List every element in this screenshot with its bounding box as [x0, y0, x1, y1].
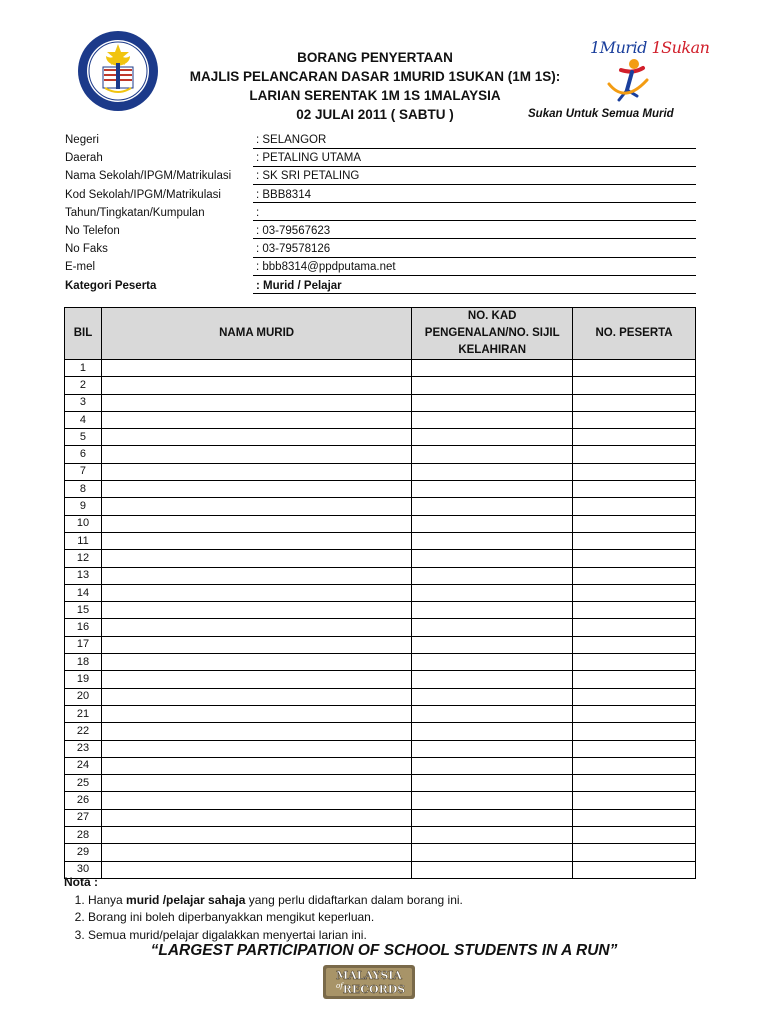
nama-murid-cell[interactable]: [101, 688, 411, 705]
no-peserta-cell[interactable]: [573, 360, 696, 377]
row-number: 21: [65, 705, 102, 722]
row-number: 7: [65, 463, 102, 480]
row-number: 27: [65, 809, 102, 826]
no-kad-cell[interactable]: [412, 532, 573, 549]
nama-murid-cell[interactable]: [101, 429, 411, 446]
no-peserta-cell[interactable]: [573, 827, 696, 844]
info-label: Negeri: [65, 134, 99, 146]
no-peserta-cell[interactable]: [573, 584, 696, 601]
row-number: 24: [65, 757, 102, 774]
no-peserta-cell[interactable]: [573, 775, 696, 792]
row-number: 19: [65, 671, 102, 688]
nama-murid-cell[interactable]: [101, 827, 411, 844]
row-number: 22: [65, 723, 102, 740]
nama-murid-cell[interactable]: [101, 532, 411, 549]
table-row: [65, 550, 696, 567]
info-label: E-mel: [65, 261, 96, 274]
nama-murid-cell[interactable]: [101, 775, 411, 792]
no-peserta-cell[interactable]: [573, 429, 696, 446]
no-kad-cell[interactable]: [412, 394, 573, 411]
nama-murid-cell[interactable]: [101, 481, 411, 498]
runner-mascot-icon: [585, 34, 680, 114]
kementerian-crest-logo: [77, 30, 159, 112]
title-line-1: BORANG PENYERTAAN: [297, 50, 453, 65]
no-kad-cell[interactable]: [412, 740, 573, 757]
row-number: 20: [65, 688, 102, 705]
info-value-field[interactable]: : Murid / Pelajar: [253, 277, 696, 295]
no-peserta-cell[interactable]: [573, 654, 696, 671]
table-row: [65, 394, 696, 411]
nama-murid-cell[interactable]: [101, 515, 411, 532]
info-row: [64, 204, 696, 222]
no-kad-cell[interactable]: [412, 602, 573, 619]
no-peserta-cell[interactable]: [573, 757, 696, 774]
malaysia-records-logo: [322, 964, 416, 1000]
info-row: [64, 240, 696, 258]
no-kad-cell[interactable]: [412, 429, 573, 446]
col-header-no-peserta: NO. PESERTA: [573, 308, 696, 360]
row-number: 10: [65, 515, 102, 532]
table-row: [65, 723, 696, 740]
info-label: No Faks: [65, 243, 108, 256]
no-peserta-cell[interactable]: [573, 463, 696, 480]
nama-murid-cell[interactable]: [101, 671, 411, 688]
info-row: [64, 277, 696, 295]
nama-murid-cell[interactable]: [101, 446, 411, 463]
row-number: 16: [65, 619, 102, 636]
no-peserta-cell[interactable]: [573, 550, 696, 567]
table-header-row: [65, 308, 696, 360]
note-item: 3. Semua murid/pelajar digalakkan menyertai larian ini.: [88, 927, 463, 945]
no-peserta-cell[interactable]: [573, 481, 696, 498]
no-peserta-cell[interactable]: [573, 567, 696, 584]
col-header-no-kad: NO. KAD PENGENALAN/NO. SIJIL KELAHIRAN: [412, 308, 573, 360]
notes-heading: Nota :: [64, 875, 98, 889]
notes-section: [64, 874, 463, 944]
nama-murid-cell[interactable]: [101, 844, 411, 861]
table-row: [65, 688, 696, 705]
no-peserta-cell[interactable]: [573, 602, 696, 619]
table-row: [65, 446, 696, 463]
nama-murid-cell[interactable]: [101, 740, 411, 757]
no-peserta-cell[interactable]: [573, 844, 696, 861]
info-value-field[interactable]: : BBB8314: [253, 186, 696, 204]
slogan: Sukan Untuk Semua Murid: [528, 108, 674, 120]
table-row: [65, 792, 696, 809]
info-row: [64, 258, 696, 276]
no-peserta-cell[interactable]: [573, 792, 696, 809]
row-number: 15: [65, 602, 102, 619]
table-row: [65, 775, 696, 792]
row-number: 3: [65, 394, 102, 411]
nama-murid-cell[interactable]: [101, 567, 411, 584]
table-row: [65, 584, 696, 601]
table-row: [65, 844, 696, 861]
no-kad-cell[interactable]: [412, 411, 573, 428]
table-row: [65, 360, 696, 377]
table-row: [65, 463, 696, 480]
nama-murid-cell[interactable]: [101, 550, 411, 567]
no-peserta-cell[interactable]: [573, 671, 696, 688]
svg-text:RECORDS: RECORDS: [342, 983, 406, 996]
no-peserta-cell[interactable]: [573, 619, 696, 636]
row-number: 23: [65, 740, 102, 757]
row-number: 9: [65, 498, 102, 515]
no-kad-cell[interactable]: [412, 671, 573, 688]
table-row: [65, 757, 696, 774]
row-number: 1: [65, 360, 102, 377]
nama-murid-cell[interactable]: [101, 498, 411, 515]
row-number: 6: [65, 446, 102, 463]
no-kad-cell[interactable]: [412, 377, 573, 394]
no-kad-cell[interactable]: [412, 636, 573, 653]
table-row: [65, 411, 696, 428]
row-number: 4: [65, 411, 102, 428]
col-header-bil: BIL: [65, 308, 102, 360]
no-peserta-cell[interactable]: [573, 498, 696, 515]
row-number: 30: [65, 861, 102, 878]
nama-murid-cell[interactable]: [101, 654, 411, 671]
info-value-field[interactable]: : 03-79567623: [253, 222, 696, 240]
no-kad-cell[interactable]: [412, 705, 573, 722]
no-peserta-cell[interactable]: [573, 740, 696, 757]
info-value-field[interactable]: : SK SRI PETALING: [253, 167, 696, 185]
nama-murid-cell[interactable]: [101, 809, 411, 826]
row-number: 25: [65, 775, 102, 792]
row-number: 14: [65, 584, 102, 601]
title-line-3: LARIAN SERENTAK 1M 1S 1MALAYSIA: [249, 88, 501, 103]
no-peserta-cell[interactable]: [573, 705, 696, 722]
nama-murid-cell[interactable]: [101, 394, 411, 411]
no-kad-cell[interactable]: [412, 654, 573, 671]
brand-logo-text: 1Murid 1Sukan: [590, 38, 710, 57]
nama-murid-cell[interactable]: [101, 360, 411, 377]
nama-murid-cell[interactable]: [101, 619, 411, 636]
no-kad-cell[interactable]: [412, 688, 573, 705]
row-number: 11: [65, 532, 102, 549]
col-header-nama-murid: NAMA MURID: [101, 308, 411, 360]
table-row: [65, 705, 696, 722]
no-kad-cell[interactable]: [412, 481, 573, 498]
no-peserta-cell[interactable]: [573, 394, 696, 411]
table-row: [65, 827, 696, 844]
info-row: [64, 186, 696, 204]
no-peserta-cell[interactable]: [573, 723, 696, 740]
table-row: [65, 602, 696, 619]
row-number: 26: [65, 792, 102, 809]
nama-murid-cell[interactable]: [101, 636, 411, 653]
row-number: 28: [65, 827, 102, 844]
nama-murid-cell[interactable]: [101, 723, 411, 740]
svg-text:of: of: [336, 982, 343, 990]
info-row: [64, 222, 696, 240]
table-row: [65, 654, 696, 671]
nama-murid-cell[interactable]: [101, 463, 411, 480]
row-number: 12: [65, 550, 102, 567]
no-peserta-cell[interactable]: [573, 688, 696, 705]
no-peserta-cell[interactable]: [573, 446, 696, 463]
no-kad-cell[interactable]: [412, 463, 573, 480]
no-kad-cell[interactable]: [412, 775, 573, 792]
info-label: Kod Sekolah/IPGM/Matrikulasi: [65, 188, 221, 201]
info-row: [64, 167, 696, 185]
row-number: 2: [65, 377, 102, 394]
nama-murid-cell[interactable]: [101, 377, 411, 394]
no-peserta-cell[interactable]: [573, 411, 696, 428]
row-number: 18: [65, 654, 102, 671]
info-value-field[interactable]: : 03-79578126: [253, 240, 696, 258]
note-item: 1. Hanya murid /pelajar sahaja yang perlu didaftarkan dalam borang ini.: [88, 892, 463, 910]
school-info-section: [64, 131, 696, 295]
no-kad-cell[interactable]: [412, 360, 573, 377]
nama-murid-cell[interactable]: [101, 705, 411, 722]
no-peserta-cell[interactable]: [573, 515, 696, 532]
form-title: [170, 48, 580, 124]
no-kad-cell[interactable]: [412, 809, 573, 826]
table-row: [65, 429, 696, 446]
table-row: [65, 619, 696, 636]
info-label: Kategori Peserta: [65, 279, 157, 292]
title-line-2: MAJLIS PELANCARAN DASAR 1MURID 1SUKAN (1M 1S):: [189, 69, 561, 84]
row-number: 13: [65, 567, 102, 584]
table-row: [65, 740, 696, 757]
no-kad-cell[interactable]: [412, 567, 573, 584]
info-label: Daerah: [65, 152, 103, 165]
row-number: 29: [65, 844, 102, 861]
no-peserta-cell[interactable]: [573, 377, 696, 394]
no-kad-cell[interactable]: [412, 757, 573, 774]
table-row: [65, 498, 696, 515]
title-line-4: 02 JULAI 2011 ( SABTU ): [296, 107, 454, 122]
nama-murid-cell[interactable]: [101, 757, 411, 774]
no-kad-cell[interactable]: [412, 446, 573, 463]
nama-murid-cell[interactable]: [101, 411, 411, 428]
no-kad-cell[interactable]: [412, 792, 573, 809]
note-item: 2. Borang ini boleh diperbanyakkan mengikut keperluan.: [88, 909, 463, 927]
table-row: [65, 671, 696, 688]
no-peserta-cell[interactable]: [573, 809, 696, 826]
info-label: No Telefon: [65, 224, 120, 237]
no-kad-cell[interactable]: [412, 844, 573, 861]
table-row: [65, 377, 696, 394]
info-value-field[interactable]: : PETALING UTAMA: [253, 149, 696, 167]
info-row: [64, 149, 696, 167]
no-kad-cell[interactable]: [412, 550, 573, 567]
info-value-field[interactable]: : bbb8314@ppdputama.net: [253, 258, 696, 276]
table-row: [65, 636, 696, 653]
info-value-field[interactable]: :: [253, 204, 696, 222]
table-row: [65, 809, 696, 826]
table-row: [65, 481, 696, 498]
no-kad-cell[interactable]: [412, 584, 573, 601]
no-peserta-cell[interactable]: [573, 861, 696, 878]
svg-text:MALAYSIA: MALAYSIA: [336, 969, 402, 982]
no-kad-cell[interactable]: [412, 619, 573, 636]
no-kad-cell[interactable]: [412, 498, 573, 515]
no-kad-cell[interactable]: [412, 827, 573, 844]
row-number: 8: [65, 481, 102, 498]
nama-murid-cell[interactable]: [101, 792, 411, 809]
table-row: [65, 567, 696, 584]
row-number: 5: [65, 429, 102, 446]
table-row: [65, 532, 696, 549]
info-value-field[interactable]: : SELANGOR: [253, 131, 696, 149]
nama-murid-cell[interactable]: [101, 602, 411, 619]
info-label: Nama Sekolah/IPGM/Matrikulasi: [65, 170, 232, 183]
no-kad-cell[interactable]: [412, 723, 573, 740]
no-peserta-cell[interactable]: [573, 636, 696, 653]
tagline: “LARGEST PARTICIPATION OF SCHOOL STUDENTS IN A RUN”: [150, 942, 618, 959]
info-row: [64, 131, 696, 149]
no-peserta-cell[interactable]: [573, 532, 696, 549]
table-row: [65, 515, 696, 532]
row-number: 17: [65, 636, 102, 653]
no-kad-cell[interactable]: [412, 515, 573, 532]
info-label: Tahun/Tingkatan/Kumpulan: [65, 206, 205, 219]
nama-murid-cell[interactable]: [101, 584, 411, 601]
participants-table: [64, 307, 696, 879]
